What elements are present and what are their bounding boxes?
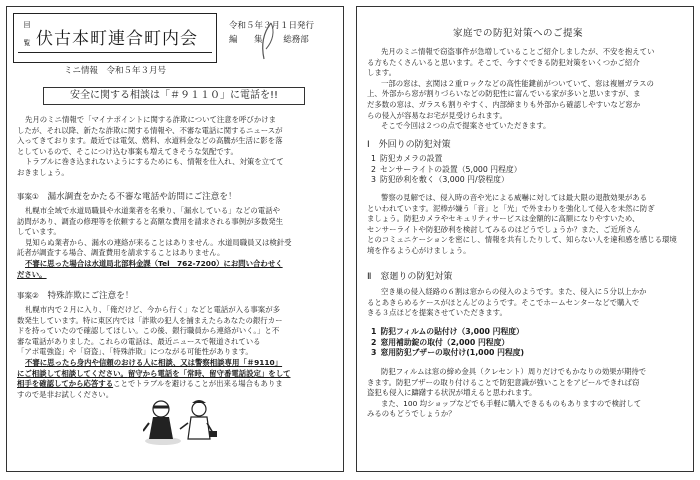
text-line: きる３点ほどを提案させていただきます。: [367, 308, 507, 318]
text-line: 先月のミニ情報で「マイナポイントに関する詐欺について注意を呼びかけま: [25, 115, 276, 124]
section1-title: Ⅰ 外回りの防犯対策: [367, 140, 451, 150]
text-line: る方もたくさんいると思います。そこで、今すぐできる防犯対策をいくつかご紹介: [367, 57, 640, 67]
case1-label: 事案①: [17, 192, 39, 201]
right-intro: [367, 47, 687, 132]
list-item: [371, 165, 526, 176]
text-line: そこで今回は２つの点で提案させていただきます。: [381, 121, 551, 131]
list-item-number: 3: [371, 175, 376, 185]
section1-list: [371, 154, 526, 186]
list-item-text: センサーライトの設置（5,000 円程度）: [379, 164, 522, 174]
text-line: します。: [367, 68, 396, 78]
text-line: ドを持っていたので確認してほしい。この後、銀行職員から連絡がいく。」と不: [17, 326, 280, 336]
text-line: 「アポ電強盗」や「窃盗」、「特殊詐欺」につながる可能性があります。: [17, 347, 253, 357]
text-line: としているので、そこにつけ込む事案も増えてきそうな気配です。: [17, 146, 238, 156]
text-line: 一部の窓は、玄関は２重ロックなどの高性能鍵前がついていて、窓は複層ガラスの: [381, 78, 654, 88]
text-line: おきましょう。: [17, 167, 69, 177]
text-line: センサーライトや防犯砂利を検討してみるのはどうでしょうか？また、ご近所さん: [367, 224, 641, 234]
text-line: るとあきらめるケースがほとんどのようです。そこでホームセンターなどで購入で: [367, 297, 640, 307]
quill-pen-icon: [257, 21, 277, 61]
headline: 安全に関する相談は「＃９１１０」に電話を!!: [43, 87, 305, 105]
list-item-number: 3: [371, 348, 377, 358]
section2-list: [371, 327, 528, 359]
text-line: だ多数の窓は、ガラスも割りやすく、内部締まりも外部から確認しやすいなど窓か: [367, 99, 641, 109]
text-line: 防犯フィルムは窓の締め金具（クレセント）周りだけでもかなりの効果が期待で: [381, 367, 647, 376]
text-line: 訪問があり、調査の修理等を依頼すると高額な費用を請求される事例が多数発生: [17, 216, 284, 226]
text-line: 上、外部から窓が割りづらいなどの防犯性に富んでいる家が多いと思いますが、ま: [367, 89, 641, 99]
text-line: 札幌市全域で水道局職員や水道業者を名乗り、「漏水している」などの電話や: [25, 206, 280, 215]
list-item: [371, 154, 526, 165]
circulation-mark: [22, 20, 32, 48]
case2-warning: 留守から電話を「常時、留守番電話設定」をして: [127, 368, 291, 378]
list-item-number: 1: [371, 154, 376, 163]
issue-line: ミニ情報 令和５年３月号: [63, 66, 166, 76]
section2-title: Ⅱ 窓廻りの防犯対策: [367, 272, 453, 282]
case2-title: 特殊詐欺にご注意を！: [47, 291, 134, 301]
list-item-text: 窓用補助錠の取付（2,000 円程度）: [380, 337, 510, 347]
case1-body: [17, 206, 337, 280]
list-item: [371, 327, 528, 338]
case2-body: [17, 305, 337, 400]
case1-warning: ださい。: [17, 269, 47, 279]
case2-warning: 相手を確認してから応答する: [17, 379, 114, 389]
text-line: 託者が調査する場合、調査費用を請求することはありません。: [17, 248, 225, 258]
circulation-mark-char: 覧: [23, 39, 31, 47]
intro-paragraph: [17, 115, 337, 179]
case2-heading: [17, 289, 133, 301]
list-item-text: 窓用防犯ブザーの取付け(1,000 円程度): [380, 348, 525, 358]
page-title: 家庭での防犯対策へのご提案: [453, 28, 584, 39]
section2-intro: [367, 287, 687, 319]
issue-date: 令和５年３月１日発行: [229, 21, 315, 31]
text-line: トラブルに巻き込まれないようにするためにも、情報を仕入れ、対策を立てて: [25, 157, 284, 167]
text-line: といわれています。泥棒が嫌う「音」と「光」で外まわりを強化して侵入を未然に防ぎ: [367, 203, 655, 213]
text-line: 札幌市内で２月に入り、「俺だけど、今から行く」などと電話が入る事案が多: [25, 305, 280, 314]
masthead: [13, 13, 217, 63]
case1-title: 漏水調査をかたる不審な電話や訪問にご注意を！: [47, 192, 237, 202]
text-line: しています。: [17, 227, 61, 237]
section2-body: [367, 367, 687, 420]
editor-dept: 総務部: [283, 35, 309, 45]
text-line: ことでトラブルを避けることが出来る場合もありま: [113, 379, 283, 389]
list-item-text: 防犯カメラの設置: [379, 154, 443, 163]
newsletter-page-right: [356, 6, 694, 472]
case2-label: 事案②: [17, 291, 39, 300]
text-line: らの侵入が容易なお宅が見受けられます。: [367, 110, 507, 120]
circulation-mark-char: 回: [23, 21, 31, 29]
list-item-number: 1: [371, 327, 377, 336]
text-line: したが、それ以降、新たな詐欺に関する情報や、不審な電話に関するニュースが: [17, 125, 283, 135]
text-line: ましょう。防犯カメラやセキュリティサービスは金額的に高額になりやすいため、: [367, 214, 640, 224]
case1-heading: [17, 190, 237, 202]
text-line: また、100 均ショップなどでも手軽に購入できるものもありますので検討して: [381, 398, 642, 408]
case2-warning: 不審に思ったら身内や信頼のおける人に相談、又は警察相談専用「＃9110」: [25, 357, 283, 367]
list-item: [371, 338, 528, 349]
text-line: 審な電話がありました。これらの電話は、最近ニュースで報道されている: [17, 336, 261, 346]
text-line: とのコミュニケーションを密にし、情報を共有したりして、知らない人を違和感を感じる環境: [367, 235, 677, 245]
text-line: 空き巣の侵入経路の６割は窓からの侵入のようです。また、侵入に５分以上かか: [381, 287, 647, 296]
text-line: みるのもどうでしょうか？: [367, 409, 456, 419]
list-item-text: 防犯砂利を敷く（3,000 円/袋程度）: [379, 175, 509, 185]
list-item-number: 2: [371, 337, 377, 347]
text-line: 境を作るよう心がけましょう。: [367, 245, 471, 255]
text-line: 数発生しています。特に東区内では「詐欺の犯人を捕まえたらあなたの銀行カー: [17, 315, 283, 325]
text-line: 見知らぬ業者から、漏水の連絡が来ることはありません。水道局職員又は検針受: [25, 237, 292, 247]
text-line: きます。防犯ブザーの取り付けることで防犯意識が強いことをアピールできれば窃: [367, 377, 640, 387]
section1-body: [367, 193, 687, 257]
text-line: すので是非お試しください。: [17, 389, 114, 399]
case2-warning: にご相談して相談してください。: [17, 368, 128, 378]
list-item-text: 防犯フィルムの貼付け（3,000 円程度）: [380, 327, 524, 336]
text-line: 警察の見解では、侵入時の音や光による威嚇に対しては最大限の退散効果がある: [381, 193, 648, 202]
masthead-divider: [18, 52, 212, 53]
list-item: [371, 175, 526, 186]
list-item-number: 2: [371, 164, 376, 174]
text-line: 盗犯も侵入に躊躇する状況が増えると思われます。: [367, 388, 537, 398]
case1-warning: 不審に思った場合は水道局北部料金課（Tel 762-7200）にお問い合わせく: [25, 258, 283, 268]
organization-name: 伏古本町連合町内会: [36, 29, 198, 49]
text-line: 先月のミニ情報で窃盗事件が急増していることご紹介しましたが、不安を抱えてい: [381, 47, 655, 56]
thief-illustration: [143, 395, 223, 447]
list-item: [371, 348, 528, 359]
newsletter-page-left: [6, 6, 344, 472]
editor-label: 編 集: [229, 35, 267, 45]
text-line: 入ってきております。最近では電気、燃料、水道料金などの高騰が生活に影を落: [17, 136, 283, 146]
